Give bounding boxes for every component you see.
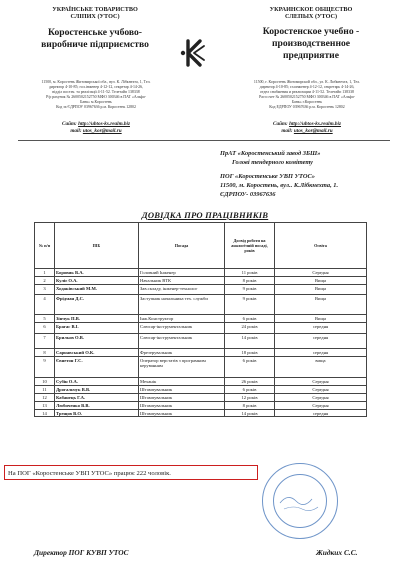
cell-name: Ходаківський М.М. [55, 285, 139, 295]
cell-experience: 9 років [225, 285, 275, 295]
cell-education: Середня [275, 394, 367, 402]
column-header-name: ПІБ [55, 223, 139, 269]
recipient-company: ПрАТ «Коростенський завод ЗБШ» [220, 150, 321, 157]
column-header-position: Посада [139, 223, 225, 269]
right-site-label: Сайт: [273, 121, 288, 127]
right-site-row [224, 121, 390, 128]
left-address-line: директор 4-10-85; гол.інженер 4-12-12, секретар 4-14-26, [48, 85, 144, 90]
cell-education: Середня [275, 378, 367, 386]
cell-education: Середня [275, 386, 367, 394]
cell-education: середня [275, 334, 367, 349]
stamp-icon [262, 463, 338, 539]
cell-experience: 24 років [225, 323, 275, 334]
cell-name: Зінчук П.В. [55, 315, 139, 323]
right-org-name-line: предприятие [283, 49, 339, 61]
cell-name: Брагас В.І. [55, 323, 139, 334]
left-contacts [16, 121, 176, 135]
cell-name: Трещов В.О. [55, 410, 139, 417]
column-header-experience: Досвід роботи на аналогічній посаді, років [225, 223, 275, 269]
cell-number: 7 [35, 334, 55, 349]
right-mail-row [224, 128, 390, 135]
cell-position: Штампувальник [139, 410, 225, 417]
table-row [35, 402, 367, 410]
cell-position: Штампувальник [139, 402, 225, 410]
left-org-upper-line: УКРАЇНСЬКЕ ТОВАРИСТВО [52, 6, 138, 13]
right-org-name-line: производственное [271, 37, 351, 49]
cell-position: Штампувальник [139, 386, 225, 394]
table-body [35, 269, 367, 417]
table-row [35, 394, 367, 402]
right-org-upper [236, 6, 386, 20]
cell-experience: 6 років [225, 357, 275, 378]
table-row [35, 277, 367, 285]
table-row [35, 285, 367, 295]
cell-name: Субін О.А. [55, 378, 139, 386]
recipient-block [220, 150, 400, 199]
cell-education: Вища [275, 315, 367, 323]
right-org-name [232, 26, 390, 62]
left-mail-row [16, 128, 176, 135]
cell-number: 1 [35, 269, 55, 277]
header-divider [18, 140, 390, 141]
left-address-line: 11500, м. Коростень Житомирської обл., вул. К. Лібкнехта, 1, Тел. [41, 80, 151, 84]
right-mail-link[interactable]: utos_kor@mail.ru [293, 128, 333, 135]
column-header-number: № п/п [35, 223, 55, 269]
cell-number: 12 [35, 394, 55, 402]
cell-number: 9 [35, 357, 55, 378]
left-org-name [20, 27, 170, 51]
right-contacts [224, 121, 390, 135]
cell-number: 4 [35, 295, 55, 315]
cell-position: Головний Інженер [139, 269, 225, 277]
cell-experience: 9 років [225, 295, 275, 315]
cell-number: 11 [35, 386, 55, 394]
sender-org: ПОГ «Коростенське УВП УТОС» [220, 173, 315, 181]
sender-edrpou: ЄДРПОУ- 03967636 [220, 190, 276, 198]
cell-education: Середня [275, 402, 367, 410]
cell-experience: 26 років [225, 378, 275, 386]
column-header-education: Освіта [275, 223, 367, 269]
cell-name: Кабанець Г.А. [55, 394, 139, 402]
right-address-line: Код ЕДРПОУ 03967636 р.м. Коростень 12802 [269, 105, 345, 110]
staff-count-note: На ПОГ «Коростенське УВП УТОС» працює 222 чоловік. [8, 470, 171, 477]
table-row [35, 349, 367, 357]
cell-education: Середня [275, 269, 367, 277]
cell-name: Сарнавський О.К. [55, 349, 139, 357]
cell-number: 13 [35, 402, 55, 410]
sender-address: 11500, м. Коростень, вул.. К.Лібкнехта, 1. [220, 181, 339, 189]
cell-education: Вища [275, 295, 367, 315]
cell-experience: 12 років [225, 394, 275, 402]
left-site-row [16, 121, 176, 128]
cell-experience: 14 років [225, 410, 275, 417]
right-address-line: Банк» г.Коростень [291, 100, 323, 105]
cell-position: Зав.складу, інженер-технолог [139, 285, 225, 295]
highlight-box [4, 465, 258, 480]
cell-experience: 11 років [225, 269, 275, 277]
right-address-line: Расч счет № 2600502152750 МФО 300346 в ПАТ «Альфа- [259, 95, 355, 100]
right-org-name-line: Коростенское учебно - [262, 26, 360, 37]
cell-number: 6 [35, 323, 55, 334]
table-header-row [35, 223, 367, 269]
table-row [35, 357, 367, 378]
cell-name: Дрогальчук В.В. [55, 386, 139, 394]
cell-number: 2 [35, 277, 55, 285]
table-row [35, 410, 367, 417]
cell-education: Вища [275, 285, 367, 295]
table-row [35, 295, 367, 315]
recipient-role: Голові тендерного комітету [232, 158, 314, 166]
utos-logo-icon [178, 38, 206, 68]
signatory-position: Директор ПОГ КУВП УТОС [34, 548, 129, 557]
left-org-upper [22, 6, 168, 20]
cell-name: Любиченко В.В. [55, 402, 139, 410]
right-address [224, 80, 390, 110]
cell-experience: 6 років [225, 315, 275, 323]
right-site-link[interactable]: http://ubtos-ks.realm.biz [289, 121, 341, 127]
left-site-link[interactable]: http://ubtos-ks.realm.biz [78, 121, 130, 127]
cell-experience: 8 років [225, 277, 275, 285]
left-mail-link[interactable]: utos_kor@mail.ru [82, 128, 122, 135]
cell-experience: 6 років [225, 386, 275, 394]
document-title: ДОВІДКА ПРО ПРАЦІВНИКІВ [141, 210, 269, 220]
cell-name: Брильов О.В. [55, 334, 139, 349]
table-row [35, 378, 367, 386]
right-address-line: 11500, г. Коростень Житомирской обл., ул. К. Либкнехта, 1, Тел. [253, 80, 361, 84]
cell-education: середня [275, 349, 367, 357]
cell-number: 5 [35, 315, 55, 323]
cell-name: Куліє О.А. [55, 277, 139, 285]
cell-education: середня [275, 323, 367, 334]
cell-position: Фрезерувальник [139, 349, 225, 357]
cell-position: Механік [139, 378, 225, 386]
left-address [16, 80, 176, 110]
cell-number: 8 [35, 349, 55, 357]
right-mail-label: mail: [281, 128, 293, 135]
left-mail-label: mail: [70, 128, 82, 135]
left-org-upper-line: СЛІПИХ (УТОС) [70, 13, 120, 21]
cell-experience: 8 років [225, 402, 275, 410]
right-org-upper-line: СЛЕПЫХ (УТОС) [284, 13, 338, 21]
right-address-line: директор 4-10-85; гл.инженер 4-12-12, секретарь 4-14-26, [259, 85, 355, 90]
table-row [35, 323, 367, 334]
cell-experience: 14 років [225, 334, 275, 349]
cell-position: Оператор верстатів з програмним керуванням [139, 357, 225, 378]
table-row [35, 386, 367, 394]
right-address-line: отдел снабжения и реализации 4-11-52. Телетайп 138338 [260, 90, 354, 95]
left-org-name-line: Коростенське учбово- [48, 27, 142, 38]
left-org-name-line: виробниче підприємство [41, 38, 149, 50]
left-address-line: Банк» м.Коростень [80, 100, 112, 105]
cell-name: Фрідман Д.С. [55, 295, 139, 315]
table-row [35, 334, 367, 349]
cell-position: Слюсар-інструментальник [139, 334, 225, 349]
cell-position: Слюсар-інструментальник [139, 323, 225, 334]
cell-number: 3 [35, 285, 55, 295]
cell-number: 10 [35, 378, 55, 386]
left-site-label: Сайт: [62, 121, 77, 127]
signatory-name: Жидких С.С. [316, 548, 358, 557]
cell-name: Євнетон Г.С. [55, 357, 139, 378]
cell-position: Начальник ВТК [139, 277, 225, 285]
left-address-line: Код за ЄДРПОУ 03967636 р.м. Коростень 12802 [56, 105, 136, 110]
cell-experience: 18 років [225, 349, 275, 357]
left-address-line: Р/р рахунок № 2600502152750 МФО 300346 в ПАТ «Альфа- [46, 95, 146, 100]
left-address-line: відділ постач. та реалізації 4-11-52. Телетайп 138338 [52, 90, 140, 95]
workers-table [34, 222, 367, 417]
right-org-upper-line: УКРАИНСКОЕ ОБЩЕСТВО [269, 6, 353, 13]
cell-education: вища [275, 357, 367, 378]
cell-name: Боровик В.А. [55, 269, 139, 277]
cell-number: 14 [35, 410, 55, 417]
table-row [35, 315, 367, 323]
cell-position: Штампувальник [139, 394, 225, 402]
cell-education: Вища [275, 277, 367, 285]
cell-position: Інж.Конструктор [139, 315, 225, 323]
table-row [35, 269, 367, 277]
cell-position: Заступник начальника тех. служби [139, 295, 225, 315]
cell-education: середня [275, 410, 367, 417]
